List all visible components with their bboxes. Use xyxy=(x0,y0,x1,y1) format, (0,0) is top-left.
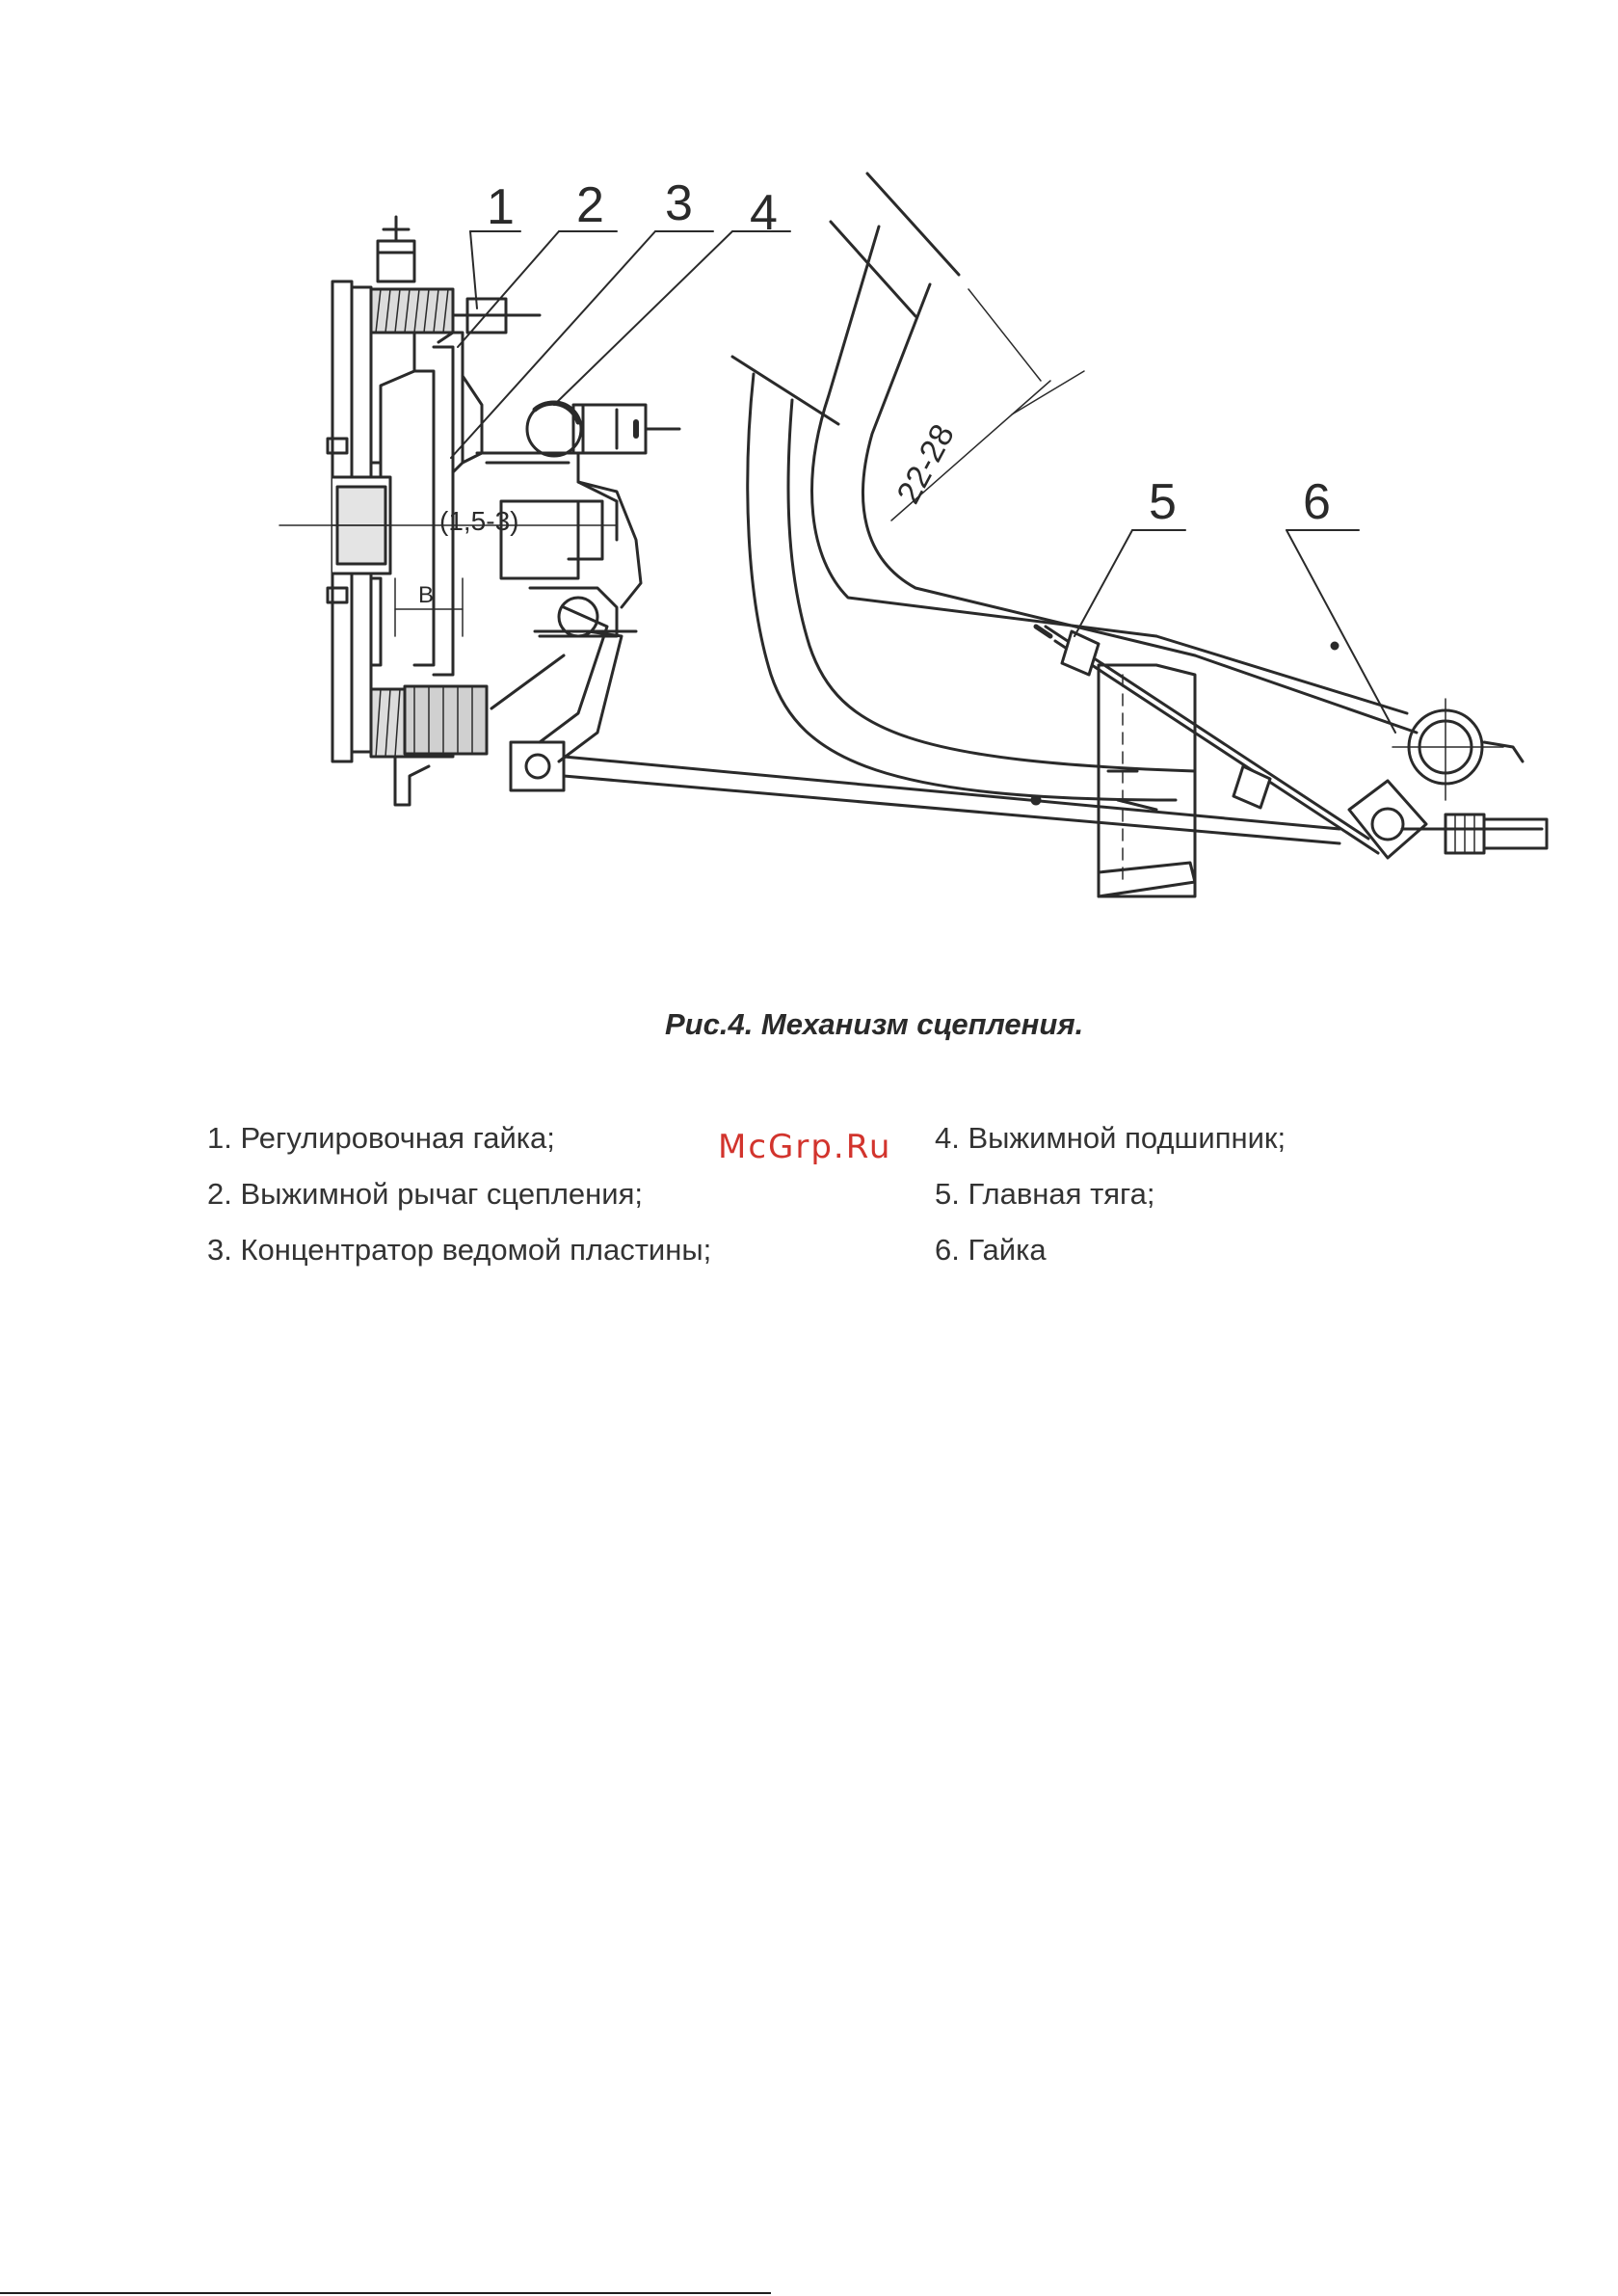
callout-2: 2 xyxy=(576,177,604,233)
linkage-rods xyxy=(511,742,1339,843)
legend-item-6: 6. Гайка xyxy=(935,1233,1047,1267)
callout-1: 1 xyxy=(487,179,515,235)
legend-item-1: 1. Регулировочная гайка; xyxy=(207,1121,555,1155)
release-lever xyxy=(438,333,482,472)
release-fork xyxy=(477,453,641,761)
callout-5: 5 xyxy=(1149,474,1177,530)
release-bearing xyxy=(527,402,679,456)
legend-item-3: 3. Концентратор ведомой пластины; xyxy=(207,1233,712,1267)
main-rod xyxy=(1032,627,1378,853)
legend-item-2: 2. Выжимной рычаг сцепления; xyxy=(207,1177,644,1211)
legend-left-column xyxy=(207,1110,711,1278)
figure-caption: Рис.4. Механизм сцепления. xyxy=(665,1007,1084,1041)
legend-right-column xyxy=(935,1110,1286,1278)
callout-4: 4 xyxy=(750,185,778,241)
label-b: B xyxy=(418,582,435,608)
pivot-nut xyxy=(1349,699,1547,858)
clutch-mechanism-drawing xyxy=(0,0,1618,964)
callout-3: 3 xyxy=(665,175,693,231)
callout-6: 6 xyxy=(1303,474,1331,530)
legend-item-4: 4. Выжимной подшипник; xyxy=(935,1121,1286,1155)
legend-item-5: 5. Главная тяга; xyxy=(935,1177,1155,1211)
label-paren: (1,5-3) xyxy=(439,506,519,536)
dimension-label: 22-28 xyxy=(889,418,962,510)
watermark-logo: McGrp.Ru xyxy=(718,1128,892,1166)
page-bottom-rule xyxy=(0,2292,771,2294)
